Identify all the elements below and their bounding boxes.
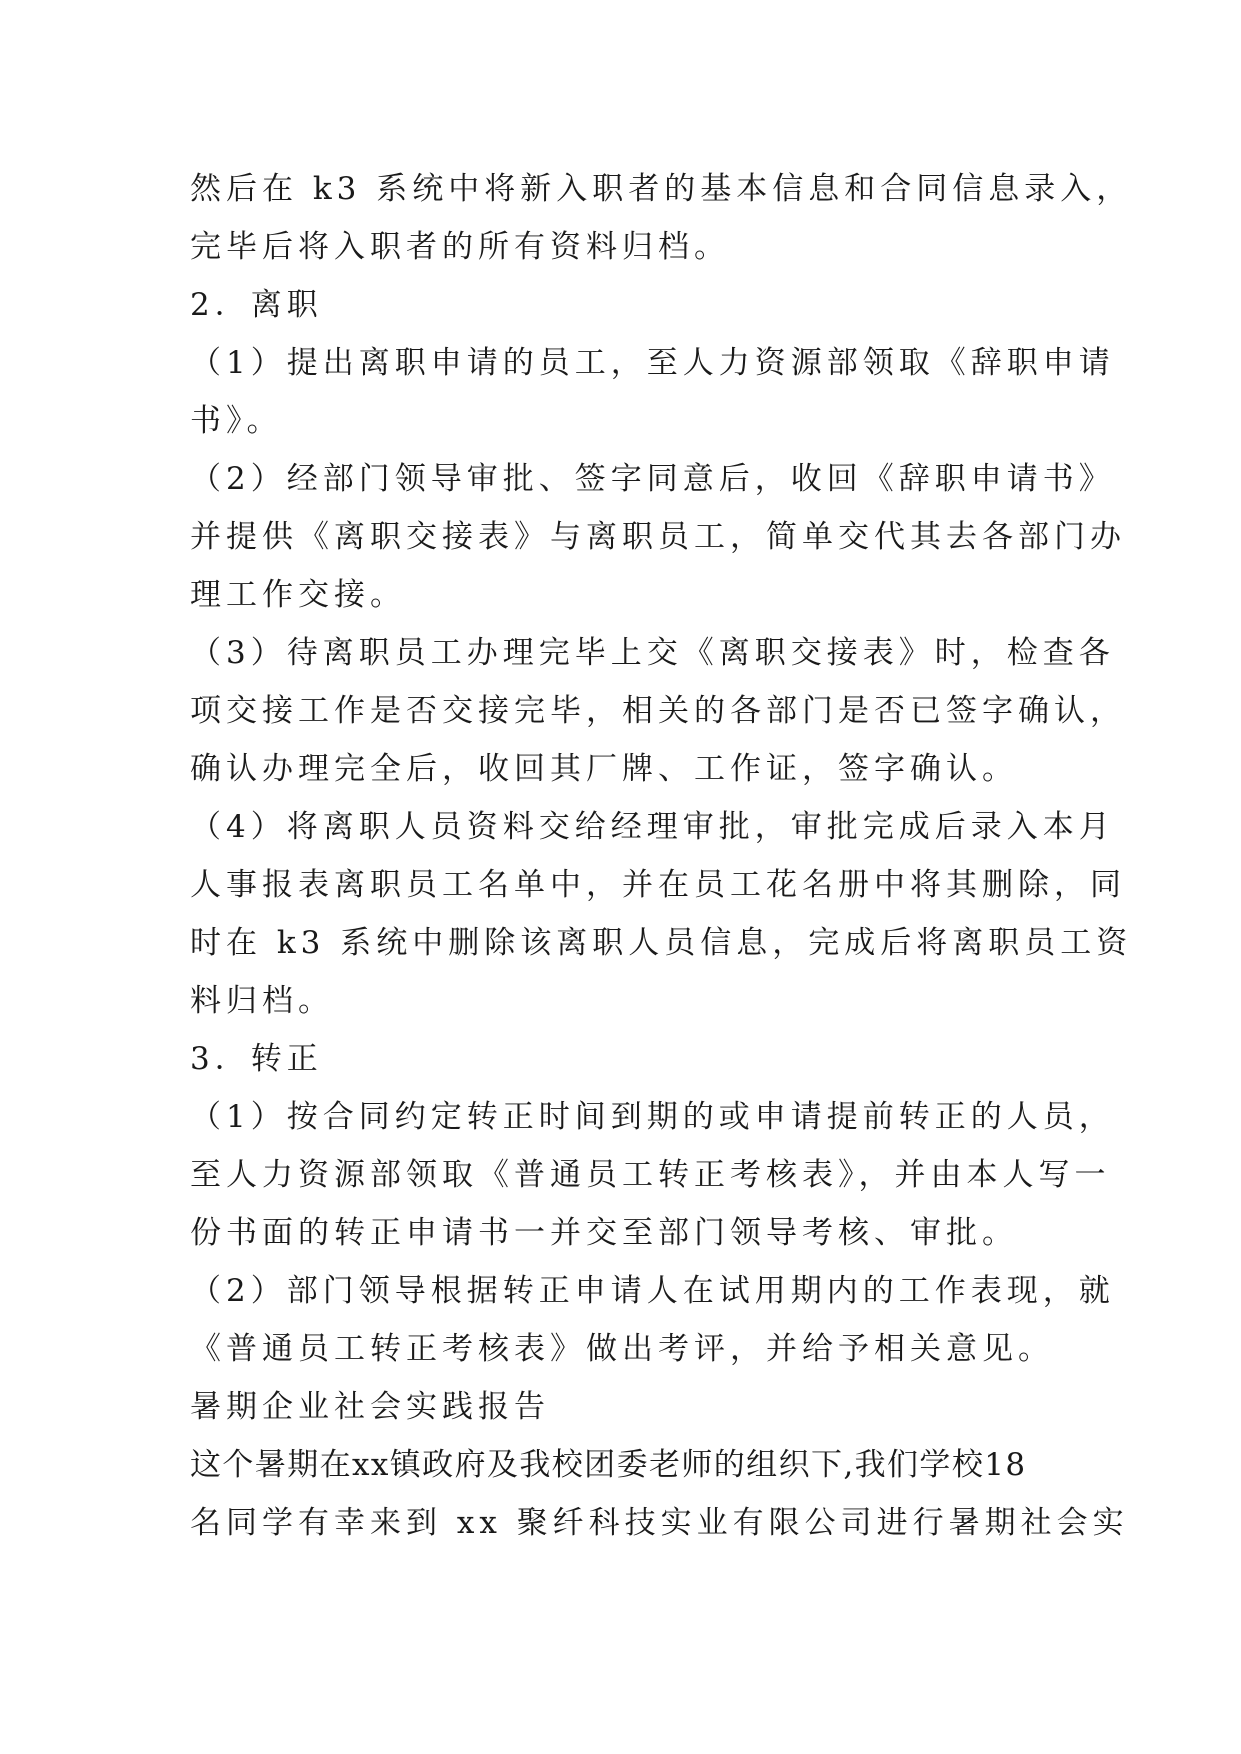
- text-line: （1）提出离职申请的员工，至人力资源部领取《辞职申请: [190, 345, 1115, 381]
- text-line: 《普通员工转正考核表》做出考评，并给予相关意见。: [190, 1331, 1054, 1367]
- text-line: 至人力资源部领取《普通员工转正考核表》，并由本人写一: [190, 1157, 1111, 1193]
- text-line: （2）经部门领导审批、签字同意后，收回《辞职申请书》: [190, 461, 1115, 497]
- text-line: 理工作交接。: [190, 577, 406, 613]
- text-line: 项交接工作是否交接完毕，相关的各部门是否已签字确认，: [190, 693, 1126, 729]
- text-line: （4）将离职人员资料交给经理审批，审批完成后录入本月: [190, 809, 1115, 845]
- text-line: 这个暑期在xx镇政府及我校团委老师的组织下,我们学校18: [190, 1447, 1027, 1483]
- text-line: 人事报表离职员工名单中，并在员工花名册中将其删除，同: [190, 867, 1126, 903]
- document-body: [190, 160, 1133, 1552]
- text-line: 确认办理完全后，收回其厂牌、工作证，签字确认。: [190, 751, 1018, 787]
- text-line: 名同学有幸来到 xx 聚纤科技实业有限公司进行暑期社会实: [190, 1505, 1129, 1541]
- section-heading: 3．转正: [190, 1041, 323, 1077]
- text-line: 并提供《离职交接表》与离职员工，简单交代其去各部门办: [190, 519, 1126, 555]
- section-heading: 2．离职: [190, 287, 323, 323]
- text-line: 份书面的转正申请书一并交至部门领导考核、审批。: [190, 1215, 1018, 1251]
- text-line: 完毕后将入职者的所有资料归档。: [190, 229, 730, 265]
- text-line: 然后在 k3 系统中将新入职者的基本信息和合同信息录入，: [190, 171, 1133, 207]
- text-line: （1）按合同约定转正时间到期的或申请提前转正的人员，: [190, 1099, 1115, 1135]
- text-line: （2）部门领导根据转正申请人在试用期内的工作表现，就: [190, 1273, 1115, 1309]
- text-line: 料归档。: [190, 983, 334, 1019]
- text-line: 书》。: [190, 403, 283, 439]
- text-line: （3）待离职员工办理完毕上交《离职交接表》时，检查各: [190, 635, 1115, 671]
- text-line: 时在 k3 系统中删除该离职人员信息，完成后将离职员工资: [190, 925, 1133, 961]
- report-title: 暑期企业社会实践报告: [190, 1389, 550, 1425]
